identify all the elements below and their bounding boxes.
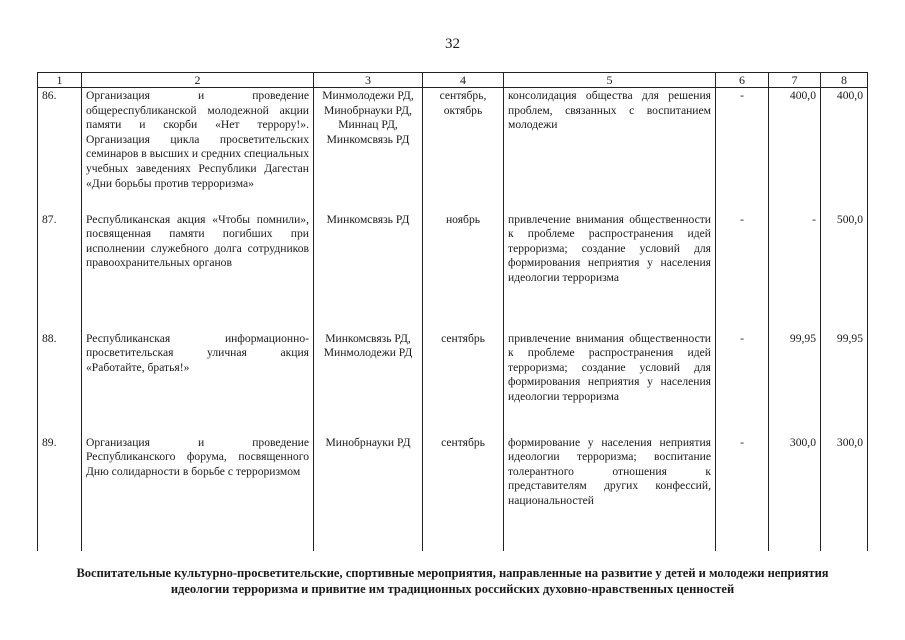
value-col7: 99,95 bbox=[769, 331, 821, 435]
column-header: 2 bbox=[82, 73, 314, 88]
term: ноябрь bbox=[423, 212, 504, 331]
term: сентябрь, октябрь bbox=[423, 88, 504, 212]
value-col8: 300,0 bbox=[821, 435, 868, 551]
column-header: 4 bbox=[423, 73, 504, 88]
measure-name: Организация и проведение общереспубликанской молодежной акции памяти и скорби «Нет террору!». Организация цикла просветительских семинаров в высших и средних специальных учебных заведениях Республики Дагестан «Дни борьбы против терроризма» bbox=[82, 88, 314, 212]
value-col7: 300,0 bbox=[769, 435, 821, 551]
expected-result: формирование у населения неприятия идеологии терроризма; воспитание толерантного отношения к представителям других конфессий, национальностей bbox=[504, 435, 716, 551]
executor: Минобрнауки РД bbox=[314, 435, 423, 551]
measure-name: Республиканская информационно-просветительская уличная акция «Работайте, братья!» bbox=[82, 331, 314, 435]
column-header: 8 bbox=[821, 73, 868, 88]
measures-table bbox=[37, 72, 868, 551]
value-col7: 400,0 bbox=[769, 88, 821, 212]
executor: Минкомсвязь РД, Минмолодежи РД bbox=[314, 331, 423, 435]
section-heading: Воспитательные культурно-просветительские, спортивные мероприятия, направленные на развитие у детей и молодежи неприятия идеологии терроризма и привитие им традиционных российских духовно-нравственных ценностей bbox=[76, 566, 829, 596]
measure-name: Организация и проведение Республиканского форума, посвященного Дню солидарности в борьбе с терроризмом bbox=[82, 435, 314, 551]
column-header: 7 bbox=[769, 73, 821, 88]
value-col8: 500,0 bbox=[821, 212, 868, 331]
table-row bbox=[38, 88, 868, 212]
table-row bbox=[38, 331, 868, 435]
table-row bbox=[38, 435, 868, 551]
expected-result: привлечение внимания общественности к проблеме распространения идей терроризма; создание условий для формирования неприятия у населения идеологии терроризма bbox=[504, 212, 716, 331]
row-number: 87. bbox=[38, 212, 82, 331]
term: сентябрь bbox=[423, 331, 504, 435]
value-col6: - bbox=[716, 212, 769, 331]
value-col7: - bbox=[769, 212, 821, 331]
column-header: 3 bbox=[314, 73, 423, 88]
value-col6: - bbox=[716, 88, 769, 212]
expected-result: привлечение внимания общественности к проблеме распространения идей терроризма; создание условий для формирования неприятия у населения идеологии терроризма bbox=[504, 331, 716, 435]
table-row bbox=[38, 212, 868, 331]
measure-name: Республиканская акция «Чтобы помнили», посвященная памяти погибших при исполнении служебного долга сотрудников правоохранительных органов bbox=[82, 212, 314, 331]
expected-result: консолидация общества для решения проблем, связанных с воспитанием молодежи bbox=[504, 88, 716, 212]
column-header: 1 bbox=[38, 73, 82, 88]
term: сентябрь bbox=[423, 435, 504, 551]
row-number: 88. bbox=[38, 331, 82, 435]
column-header: 6 bbox=[716, 73, 769, 88]
value-col6: - bbox=[716, 331, 769, 435]
value-col8: 400,0 bbox=[821, 88, 868, 212]
executor: Минкомсвязь РД bbox=[314, 212, 423, 331]
page-number: 32 bbox=[445, 36, 460, 52]
row-number: 86. bbox=[38, 88, 82, 212]
row-number: 89. bbox=[38, 435, 82, 551]
value-col8: 99,95 bbox=[821, 331, 868, 435]
column-header: 5 bbox=[504, 73, 716, 88]
value-col6: - bbox=[716, 435, 769, 551]
header-row bbox=[38, 73, 868, 88]
executor: Минмолодежи РД, Минобрнауки РД, Миннац РД, Минкомсвязь РД bbox=[314, 88, 423, 212]
